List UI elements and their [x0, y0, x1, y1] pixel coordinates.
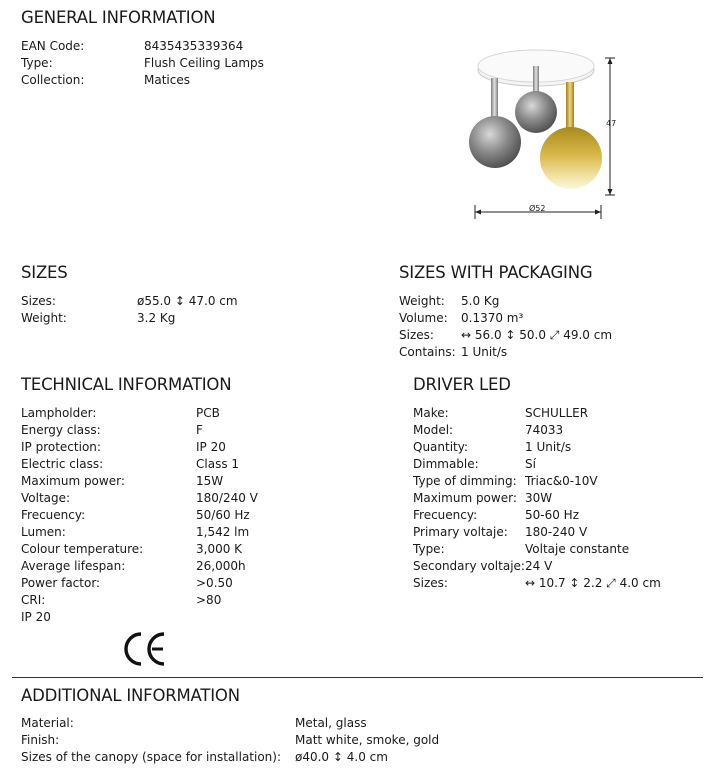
row-label: Maximum power: — [413, 491, 517, 505]
row-value: 3.2 Kg — [137, 311, 176, 325]
row-value: ↔ 10.7 ↕ 2.2 ⤢ 4.0 cm — [525, 576, 661, 590]
row-label: Model: — [413, 423, 454, 437]
section-divider — [12, 677, 703, 678]
row-label: Contains: — [399, 345, 456, 359]
row-value: Voltaje constante — [525, 542, 630, 556]
row-label: Material: — [21, 716, 74, 730]
row-value: Matices — [144, 73, 190, 87]
driver-title: DRIVER LED — [413, 375, 511, 394]
row-label: Lampholder: — [21, 406, 97, 420]
row-value: 1 Unit/s — [461, 345, 508, 359]
row-value: 1,542 lm — [196, 525, 250, 539]
row-label: Collection: — [21, 73, 85, 87]
row-value: 26,000h — [196, 559, 246, 573]
row-value: SCHULLER — [525, 406, 589, 420]
row-value: Flush Ceiling Lamps — [144, 56, 264, 70]
row-label: Energy class: — [21, 423, 101, 437]
row-value: 50/60 Hz — [196, 508, 250, 522]
row-label: Electric class: — [21, 457, 104, 471]
row-label: Frecuency: — [413, 508, 478, 522]
row-label: IP 20 — [21, 610, 51, 624]
row-label: Maximum power: — [21, 474, 125, 488]
row-label: Average lifespan: — [21, 559, 126, 573]
row-value: 50-60 Hz — [525, 508, 580, 522]
row-label: Sizes of the canopy (space for installation): — [21, 750, 282, 764]
row-value: F — [196, 423, 203, 437]
row-value: Class 1 — [196, 457, 240, 471]
packaging-title: SIZES WITH PACKAGING — [399, 263, 593, 282]
row-label: Lumen: — [21, 525, 66, 539]
row-label: Weight: — [21, 311, 67, 325]
row-value: PCB — [196, 406, 220, 420]
row-label: Make: — [413, 406, 449, 420]
row-label: Quantity: — [413, 440, 469, 454]
row-value: 30W — [525, 491, 553, 505]
row-label: Type: — [21, 56, 53, 70]
row-label: Type: — [413, 542, 445, 556]
row-value: 15W — [196, 474, 224, 488]
row-value: 0.1370 m³ — [461, 311, 524, 325]
row-label: CRI: — [21, 593, 46, 607]
row-value: ↔ 56.0 ↕ 50.0 ⤢ 49.0 cm — [461, 328, 613, 342]
general-info-title: GENERAL INFORMATION — [21, 8, 216, 27]
row-value: 180/240 V — [196, 491, 258, 505]
row-value: Triac&0-10V — [525, 474, 598, 488]
row-label: Dimmable: — [413, 457, 479, 471]
width-label: Ø52 — [529, 204, 546, 213]
row-value: 8435435339364 — [144, 39, 244, 53]
row-value: 3,000 K — [196, 542, 243, 556]
height-label: 47 — [606, 119, 617, 128]
ce-mark-icon — [122, 631, 168, 667]
technical-title: TECHNICAL INFORMATION — [21, 375, 232, 394]
row-value: >0.50 — [196, 576, 233, 590]
row-label: EAN Code: — [21, 39, 85, 53]
row-value: 74033 — [525, 423, 564, 437]
row-value: 180-240 V — [525, 525, 588, 539]
row-label: Secondary voltaje: — [413, 559, 525, 573]
row-label: Sizes: — [413, 576, 448, 590]
row-label: Power factor: — [21, 576, 101, 590]
row-value: IP 20 — [196, 440, 226, 454]
row-label: Volume: — [399, 311, 448, 325]
row-label: Finish: — [21, 733, 60, 747]
row-label: Type of dimming: — [413, 474, 517, 488]
row-value: ø40.0 ↕ 4.0 cm — [295, 750, 388, 764]
row-value: 24 V — [525, 559, 553, 573]
row-label: Frecuency: — [21, 508, 86, 522]
additional-title: ADDITIONAL INFORMATION — [21, 686, 240, 705]
row-value: 1 Unit/s — [525, 440, 572, 454]
product-diagram — [462, 48, 622, 220]
row-value: Metal, glass — [295, 716, 367, 730]
row-label: Weight: — [399, 294, 445, 308]
row-value: Matt white, smoke, gold — [295, 733, 440, 747]
row-value: Sí — [525, 457, 536, 471]
row-label: Primary voltaje: — [413, 525, 508, 539]
row-label: Sizes: — [21, 294, 56, 308]
row-value: 5.0 Kg — [461, 294, 500, 308]
row-value: ø55.0 ↕ 47.0 cm — [137, 294, 238, 308]
row-label: IP protection: — [21, 440, 101, 454]
sizes-title: SIZES — [21, 263, 68, 282]
row-label: Sizes: — [399, 328, 434, 342]
row-label: Colour temperature: — [21, 542, 144, 556]
row-label: Voltage: — [21, 491, 71, 505]
row-value: >80 — [196, 593, 222, 607]
